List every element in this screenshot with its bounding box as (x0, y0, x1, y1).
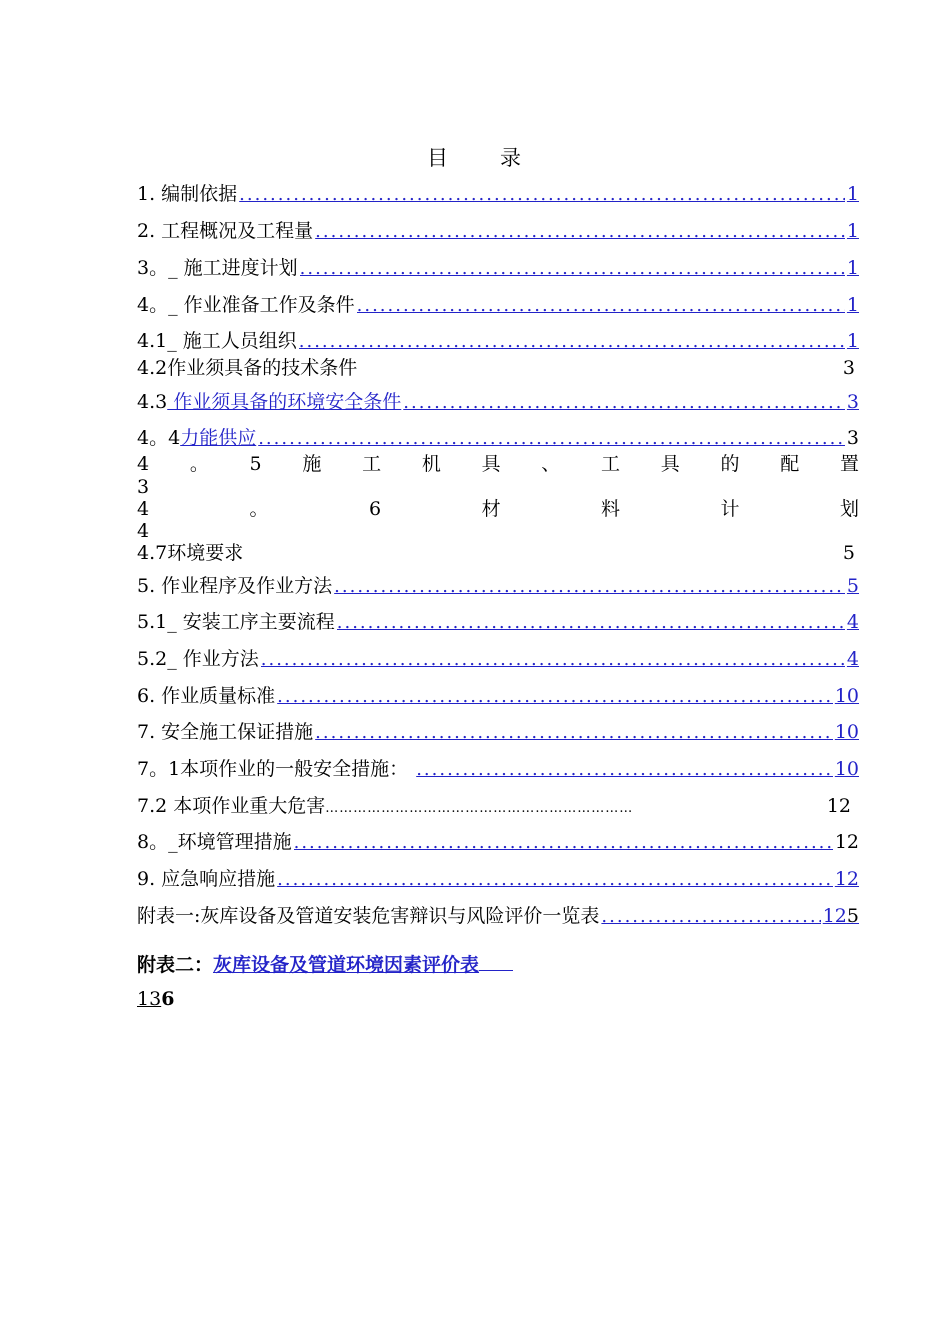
toc-entry-4-7 (137, 540, 857, 566)
toc-page-number[interactable]: 10 (834, 758, 859, 780)
toc-page-number[interactable]: 1 (846, 183, 859, 205)
toc-entry-number: 4。4 (137, 427, 181, 449)
toc-leader (294, 830, 833, 856)
toc-leader (334, 574, 845, 600)
toc-entry-label: 附表一:灰库设备及管道安装危害辩识与风险评价一览表 (137, 905, 600, 927)
toc-token: 具 (660, 453, 680, 475)
toc-entry-7-1[interactable] (137, 756, 859, 782)
toc-entry-label: 9. 应急响应措施 (137, 868, 276, 890)
toc-token: 材 (481, 498, 501, 520)
toc-token: 配 (780, 453, 800, 475)
toc-token: 、 (541, 453, 561, 475)
toc-entry-7[interactable] (137, 719, 859, 745)
toc-token: 4 (137, 498, 150, 520)
toc-token: 。 (189, 453, 209, 475)
toc-token: 计 (720, 498, 740, 520)
toc-entry-label: 2. 工程概况及工程量 (137, 220, 314, 242)
toc-page-number[interactable]: 13 (137, 988, 162, 1010)
toc-entry-label: 4.7环境要求 (137, 542, 244, 564)
toc-entry-6[interactable] (137, 683, 859, 709)
toc-entry-number: 4.3 (137, 391, 168, 413)
toc-leader: ………………………………………………………… (325, 801, 634, 816)
toc-entry-label: 8。_环境管理措施 (137, 831, 292, 853)
toc-entry-4-3[interactable] (137, 389, 859, 415)
toc-page-number-extra: 5 (846, 905, 859, 927)
toc-entry-5[interactable] (137, 573, 859, 599)
toc-token: 工 (601, 453, 621, 475)
toc-leader (258, 426, 845, 452)
toc-token: 划 (839, 498, 859, 520)
toc-entry-label: 5. 作业程序及作业方法 (137, 575, 333, 597)
toc-entry-label: 4.2作业须具备的技术条件 (137, 357, 358, 379)
toc-page-number[interactable]: 12 (834, 868, 859, 890)
toc-leader (300, 256, 845, 282)
toc-entry-2[interactable] (137, 218, 859, 244)
toc-entry-1[interactable] (137, 181, 859, 207)
toc-entry-3[interactable] (137, 255, 859, 281)
toc-token: 5 (249, 453, 262, 475)
toc-entry-5-2[interactable] (137, 646, 859, 672)
toc-entry-4-1[interactable] (137, 328, 859, 354)
toc-page-number[interactable]: 4 (846, 611, 859, 633)
toc-page-number[interactable]: 4 (846, 648, 859, 670)
toc-leader (337, 610, 845, 636)
toc-entry-4-2 (137, 355, 857, 381)
title-char-1: 目 (427, 146, 450, 170)
toc-entry-9[interactable] (137, 866, 859, 892)
toc-page-number[interactable]: 1 (846, 257, 859, 279)
toc-leader (315, 219, 845, 245)
toc-leader (601, 904, 820, 930)
page-title (0, 142, 950, 172)
toc-entry-4[interactable] (137, 292, 859, 318)
toc-leader (479, 952, 513, 971)
appendix-prefix: 附表二： (137, 954, 214, 976)
toc-token: 机 (421, 453, 441, 475)
toc-entry-appendix-2[interactable] (137, 950, 513, 977)
toc-entry-label: 5.2_ 作业方法 (137, 648, 259, 670)
toc-token: 施 (302, 453, 322, 475)
toc-leader (315, 720, 833, 746)
toc-entry-label: 6. 作业质量标准 (137, 685, 276, 707)
toc-leader (357, 293, 845, 319)
toc-leader (239, 182, 845, 208)
toc-page-number: 5 (842, 542, 855, 564)
toc-leader (299, 329, 845, 355)
toc-entry-label: 7. 安全施工保证措施 (137, 721, 314, 743)
toc-entry-label: 7。1本项作业的一般安全措施： (137, 758, 409, 780)
toc-page-number: 12 (826, 795, 851, 817)
toc-token: 的 (720, 453, 740, 475)
toc-page-number: 12 (834, 831, 859, 853)
title-char-2: 录 (500, 146, 523, 170)
toc-page-number[interactable]: 3 (846, 391, 859, 413)
toc-entry-label: 7.2 本项作业重大危害 (137, 795, 326, 817)
toc-entry-label[interactable]: 力能供应 (180, 427, 257, 449)
toc-entry-label: 4.1_ 施工人员组织 (137, 330, 297, 352)
toc-token: 。 (249, 498, 269, 520)
toc-entry-label: 3。_ 施工进度计划 (137, 257, 298, 279)
toc-token: 料 (601, 498, 621, 520)
toc-leader (403, 390, 845, 416)
toc-entry-8[interactable] (137, 829, 859, 855)
toc-page-number[interactable]: 1 (846, 294, 859, 316)
toc-entry-5-1[interactable] (137, 609, 859, 635)
appendix-link[interactable]: 灰库设备及管道环境因素评价表 (213, 954, 480, 976)
toc-page-number[interactable]: 12 (822, 905, 847, 927)
toc-entry-label[interactable]: 作业须具备的环境安全条件 (167, 391, 402, 413)
toc-token: 4 (137, 453, 150, 475)
toc-token: 工 (362, 453, 382, 475)
toc-leader (261, 647, 845, 673)
toc-page-number[interactable]: 10 (834, 685, 859, 707)
toc-leader (277, 684, 833, 710)
toc-page-number: 3 (846, 427, 859, 449)
toc-page-number-extra: 6 (161, 988, 175, 1010)
toc-entry-label: 1. 编制依据 (137, 183, 238, 205)
toc-token: 6 (369, 498, 382, 520)
toc-entry-4-4[interactable] (137, 425, 859, 451)
toc-page-number[interactable]: 5 (846, 575, 859, 597)
toc-leader (277, 867, 833, 893)
appendix-2-page (137, 988, 174, 1010)
toc-leader (416, 757, 833, 783)
toc-entry-appendix-1[interactable] (137, 903, 859, 929)
toc-page-number[interactable]: 1 (846, 220, 859, 242)
toc-page-number: 3 (137, 476, 150, 498)
toc-token: 置 (839, 453, 859, 475)
toc-page-number[interactable]: 1 (846, 330, 859, 352)
toc-entry-4-6 (137, 496, 859, 522)
toc-entry-label: 4。_ 作业准备工作及条件 (137, 294, 355, 316)
toc-entry-7-2 (137, 793, 857, 819)
toc-entry-4-5 (137, 451, 859, 477)
toc-page-number[interactable]: 10 (834, 721, 859, 743)
toc-entry-label: 5.1_ 安装工序主要流程 (137, 611, 335, 633)
toc-token: 具 (481, 453, 501, 475)
toc-page-number: 4 (137, 520, 150, 542)
toc-page-number: 3 (842, 357, 855, 379)
